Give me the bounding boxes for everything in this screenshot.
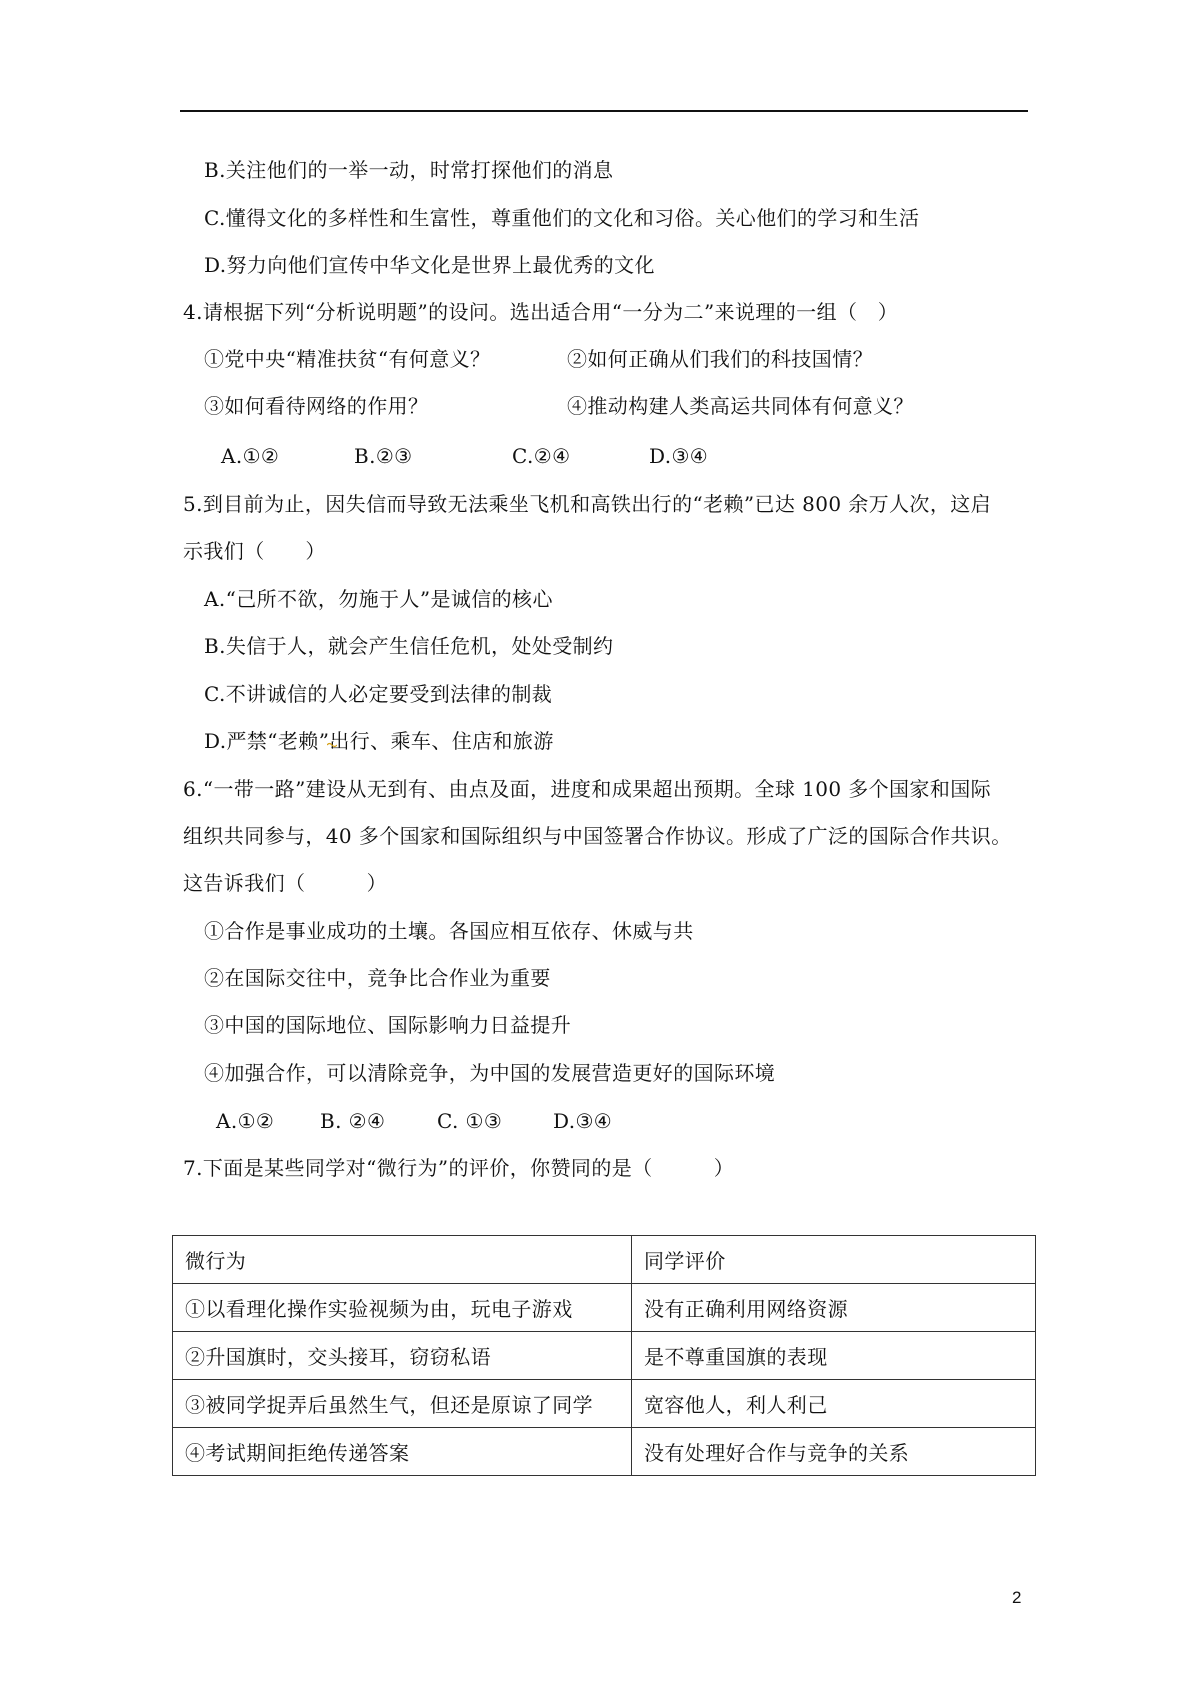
table-cell-behavior: ①以看理化操作实验视频为由，玩电子游戏 [173,1284,632,1332]
q6-item-4: ④加强合作，可以清除竞争，为中国的发展营造更好的国际环境 [204,1061,776,1085]
table-header-evaluation: 同学评价 [632,1236,1036,1284]
q6-item-2: ②在国际交往中，竞争比合作业为重要 [204,966,551,990]
table-cell-behavior: ③被同学捉弄后虽然生气，但还是原谅了同学 [173,1380,632,1428]
table-cell-evaluation: 没有处理好合作与竞争的关系 [632,1428,1036,1476]
q6-item-1: ①合作是事业成功的土壤。各国应相互依存、休威与共 [204,919,694,943]
q6-stem-line2: 组织共同参与，40 多个国家和国际组织与中国签署合作协议。形成了广泛的国际合作共识。 [183,824,1012,848]
header-rule [180,110,1028,112]
q4-item-1: ①党中央“精准扶贫“有何意义？ [204,347,491,371]
q5-stem-line2: 示我们（ ） [183,539,326,563]
table-cell-behavior: ②升国旗时，交头接耳，窃窃私语 [173,1332,632,1380]
table-cell-evaluation: 没有正确利用网络资源 [632,1284,1036,1332]
q3-option-c: C.懂得文化的多样性和生富性，尊重他们的文化和习俗。关心他们的学习和生活 [204,206,920,230]
spellcheck-mark [327,742,337,748]
table-cell-evaluation: 宽容他人，利人利己 [632,1380,1036,1428]
q4-stem: 4.请根据下列“分析说明题”的设问。选出适合用“一分为二”来说理的一组（ ） [183,300,899,324]
table-row [173,1332,1036,1380]
table-header-row [173,1236,1036,1284]
micro-behavior-table [172,1235,1036,1476]
table-row [173,1284,1036,1332]
q6-item-3: ③中国的国际地位、国际影响力日益提升 [204,1013,572,1037]
q3-option-b: B.关注他们的一举一动，时常打探他们的消息 [204,158,614,182]
q4-item-2: ②如何正确从们我们的科技国情？ [567,347,873,371]
table-cell-evaluation: 是不尊重国旗的表现 [632,1332,1036,1380]
q6-stem-line1: 6.“一带一路”建设从无到有、由点及面，进度和成果超出预期。全球 100 多个国家和国际 [183,777,992,801]
q5-option-d: D.严禁“老赖”出行、乘车、住店和旅游 [204,729,554,753]
q4-option-b: B.②③ [354,444,413,468]
q6-option-b: B. ②④ [320,1109,386,1133]
q4-option-c: C.②④ [512,444,571,468]
q5-option-b: B.失信于人，就会产生信任危机，处处受制约 [204,634,614,658]
q4-option-d: D.③④ [649,444,709,468]
q7-stem: 7.下面是某些同学对“微行为”的评价，你赞同的是（ ） [183,1156,735,1180]
q5-stem-line1: 5.到目前为止，因失信而导致无法乘坐飞机和高铁出行的“老赖”已达 800 余万人次，这启 [183,492,992,516]
table-cell-behavior: ④考试期间拒绝传递答案 [173,1428,632,1476]
q5-option-c: C.不讲诚信的人必定要受到法律的制裁 [204,682,553,706]
table-header-behavior: 微行为 [173,1236,632,1284]
q4-option-a: A.①② [221,444,280,468]
q6-option-d: D.③④ [553,1109,613,1133]
q6-option-a: A.①② [216,1109,275,1133]
q6-option-c: C. ①③ [437,1109,503,1133]
q3-option-d: D.努力向他们宣传中华文化是世界上最优秀的文化 [204,253,655,277]
page-number: 2 [1012,1588,1022,1607]
q5-option-a: A.“己所不欲，勿施于人”是诚信的核心 [204,587,553,611]
q6-stem-line3: 这告诉我们（ ） [183,871,387,895]
q4-item-4: ④推动构建人类高运共同体有何意义？ [567,394,914,418]
table-row [173,1380,1036,1428]
table-row [173,1428,1036,1476]
q4-item-3: ③如何看待网络的作用？ [204,394,429,418]
